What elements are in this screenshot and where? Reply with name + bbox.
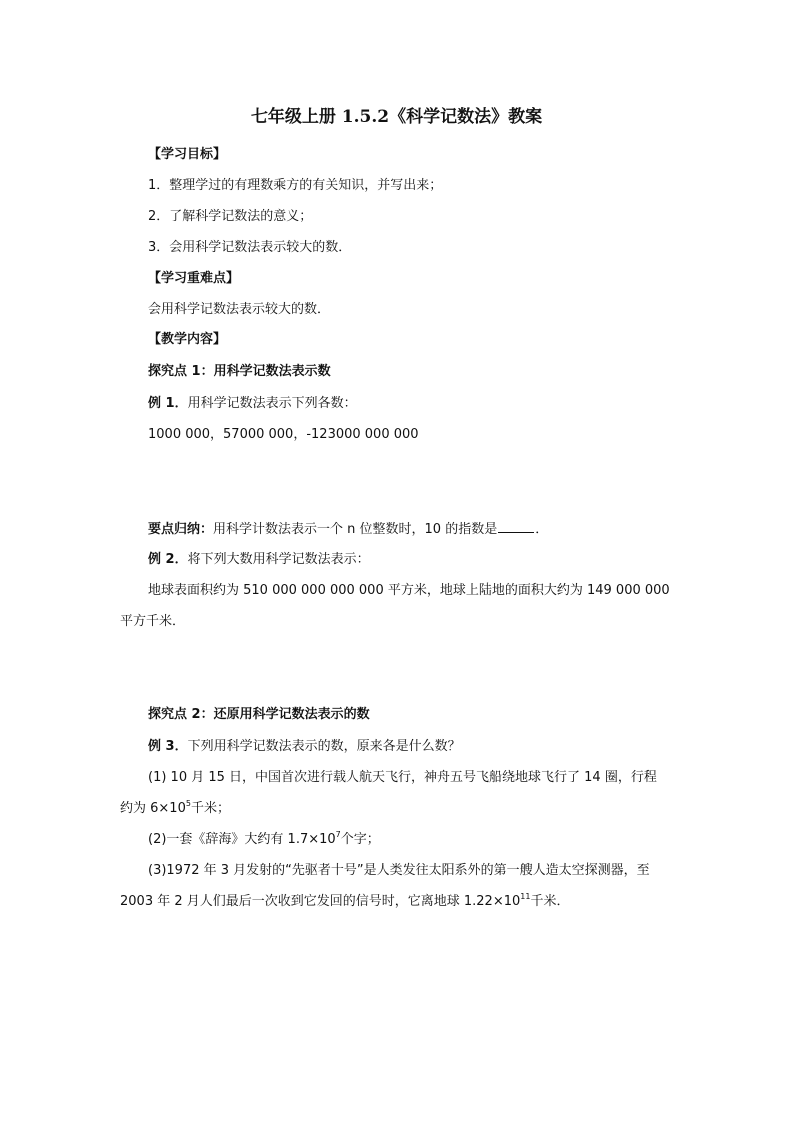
answer-blank[interactable] bbox=[498, 520, 534, 533]
key-points-text: 会用科学记数法表示较大的数． bbox=[148, 302, 331, 317]
item3-value: 2003 年 2 月人们最后一次收到它发回的信号时，它离地球 1.22×10 bbox=[120, 894, 521, 909]
item3-exponent: 11 bbox=[520, 892, 531, 901]
summary-text: 用科学计数法表示一个 n 位整数时，10 的指数是 bbox=[213, 522, 498, 537]
item2-unit: 个字； bbox=[340, 832, 380, 847]
explore1-heading: 探究点 1：用科学记数法表示数 bbox=[148, 364, 331, 379]
example-3-item-2 bbox=[148, 831, 380, 850]
objective-item-1: 1．整理学过的有理数乘方的有关知识，并写出来； bbox=[148, 178, 443, 193]
item3-unit: 千米． bbox=[530, 894, 570, 909]
example-2-body-line2: 平方千米． bbox=[120, 614, 186, 629]
item2-exponent: 7 bbox=[335, 830, 341, 839]
example-2 bbox=[148, 551, 370, 569]
example-3-item-3-line2 bbox=[120, 893, 569, 912]
example-2-text: 将下列大数用科学记数法表示： bbox=[187, 552, 370, 567]
objective-item-2: 2．了解科学记数法的意义； bbox=[148, 209, 313, 224]
item1-value: 约为 6×10 bbox=[120, 801, 186, 816]
summary-label: 要点归纳： bbox=[148, 522, 214, 537]
example-3 bbox=[148, 738, 461, 756]
example-1-numbers: 1000 000，57000 000，-123000 000 000 bbox=[148, 427, 419, 442]
objective-item-3: 3．会用科学记数法表示较大的数． bbox=[148, 240, 352, 255]
summary-end: ． bbox=[535, 522, 549, 537]
example-2-body-line1: 地球表面积约为 510 000 000 000 000 平方米，地球上陆地的面积大约为 149 000 000 bbox=[148, 583, 670, 598]
explore2-heading: 探究点 2：还原用科学记数法表示的数 bbox=[148, 707, 370, 722]
content-heading: 【教学内容】 bbox=[148, 332, 227, 347]
item1-exponent: 5 bbox=[185, 799, 191, 808]
example-3-item-3-line1: (3)1972 年 3 月发射的“先驱者十号”是人类发往太阳系外的第一艘人造太空探测器，至 bbox=[148, 863, 650, 878]
example-3-item-1-line1: (1) 10 月 15 日，中国首次进行载人航天飞行，神舟五号飞船绕地球飞行了 14 圈，行程 bbox=[148, 770, 657, 785]
example-2-label: 例 2． bbox=[148, 552, 188, 567]
document-title: 七年级上册 1.5.2《科学记数法》教案 bbox=[250, 107, 543, 127]
item1-unit: 千米； bbox=[190, 801, 230, 816]
objectives-heading: 【学习目标】 bbox=[148, 147, 227, 162]
example-3-text: 下列用科学记数法表示的数，原来各是什么数？ bbox=[187, 739, 461, 754]
example-1-text: 用科学记数法表示下列各数： bbox=[187, 396, 357, 411]
example-3-label: 例 3． bbox=[148, 739, 188, 754]
item2-value: (2)一套《辞海》大约有 1.7×10 bbox=[148, 832, 336, 847]
key-points-heading: 【学习重难点】 bbox=[148, 271, 240, 286]
summary bbox=[148, 520, 548, 539]
example-3-item-1-line2 bbox=[120, 800, 230, 819]
example-1-label: 例 1． bbox=[148, 396, 188, 411]
example-1 bbox=[148, 395, 357, 413]
